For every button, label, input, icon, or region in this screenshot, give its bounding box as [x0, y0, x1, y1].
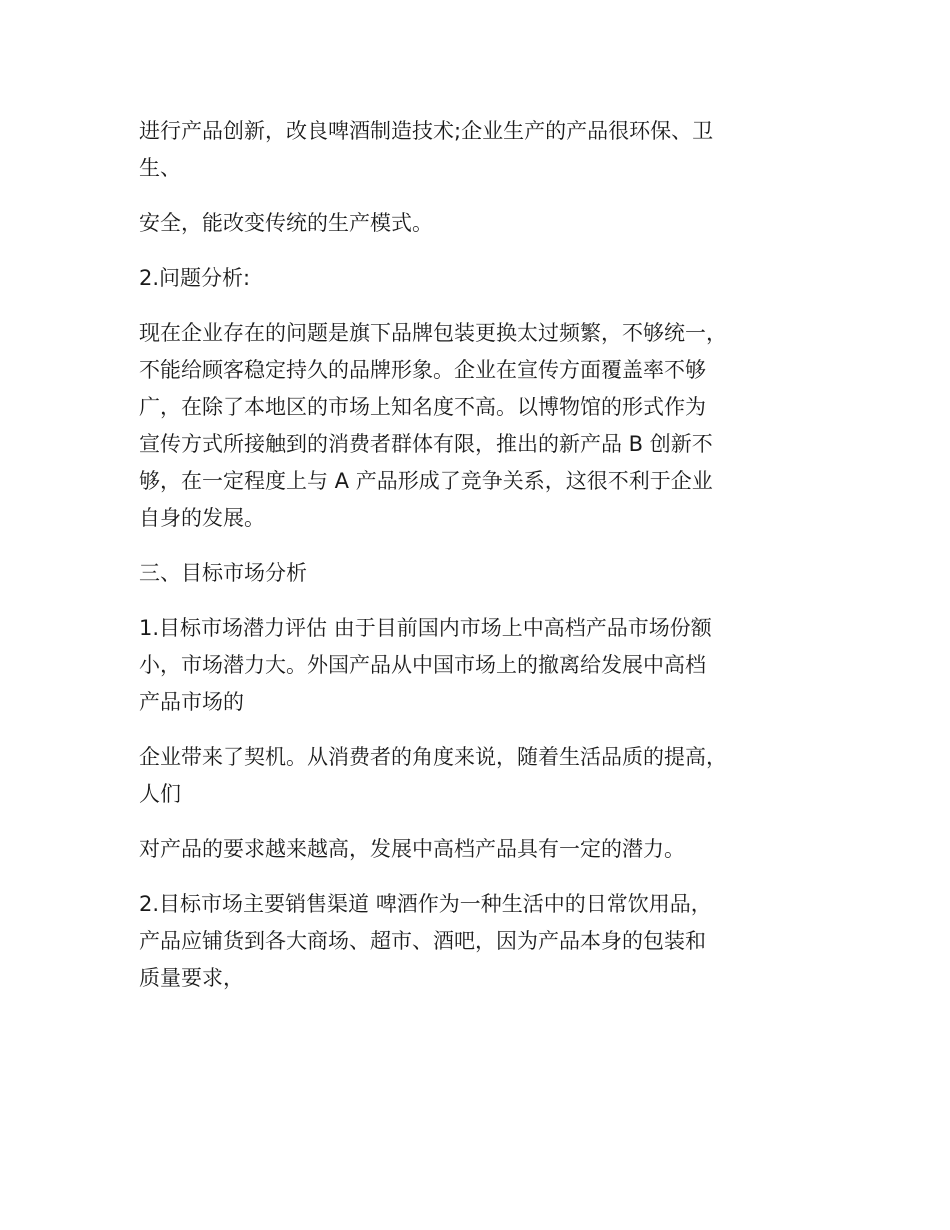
text-line: 产品市场的 [139, 690, 244, 714]
paragraph-safety [139, 205, 829, 242]
document-body [139, 113, 829, 1015]
paragraph-product-innovation [139, 113, 829, 187]
paragraph-opportunity [139, 739, 829, 813]
text-line: 够，在一定程度上与 A 产品形成了竞争关系，这很不利于企业 [139, 469, 713, 493]
text-line: 企业带来了契机。从消费者的角度来说，随着生活品质的提高， [139, 745, 727, 769]
text-line: 人们 [139, 782, 181, 806]
text-line: 1.目标市场潜力评估 由于目前国内市场上中高档产品市场份额 [139, 616, 712, 640]
text-line: 质量要求， [139, 966, 244, 990]
text-line: 广，在除了本地区的市场上知名度不高。以博物馆的形式作为 [139, 395, 706, 419]
text-line: 产品应铺货到各大商场、超市、酒吧，因为产品本身的包装和 [139, 929, 706, 953]
text-line: 对产品的要求越来越高，发展中高档产品具有一定的潜力。 [139, 837, 685, 861]
text-line: 三、目标市场分析 [139, 561, 307, 585]
paragraph-sales-channels [139, 886, 829, 997]
text-line: 安全，能改变传统的生产模式。 [139, 211, 433, 235]
paragraph-market-potential [139, 610, 829, 721]
paragraph-consumer-demand [139, 831, 829, 868]
text-line: 宣传方式所接触到的消费者群体有限，推出的新产品 B 创新不 [139, 432, 713, 456]
heading-target-market [139, 555, 829, 592]
text-line: 不能给顾客稳定持久的品牌形象。企业在宣传方面覆盖率不够 [139, 358, 706, 382]
heading-problem-analysis [139, 260, 829, 297]
text-line: 2.问题分析: [139, 266, 251, 290]
text-line: 现在企业存在的问题是旗下品牌包装更换太过频繁，不够统一， [139, 321, 727, 345]
text-line: 2.目标市场主要销售渠道 啤酒作为一种生活中的日常饮用品， [139, 892, 712, 916]
text-line: 自身的发展。 [139, 506, 265, 530]
text-line: 小，市场潜力大。外国产品从中国市场上的撤离给发展中高档 [139, 653, 706, 677]
text-line: 生、 [139, 156, 181, 180]
text-line: 进行产品创新，改良啤酒制造技术;企业生产的产品很环保、卫 [139, 119, 714, 143]
paragraph-problems [139, 315, 829, 537]
